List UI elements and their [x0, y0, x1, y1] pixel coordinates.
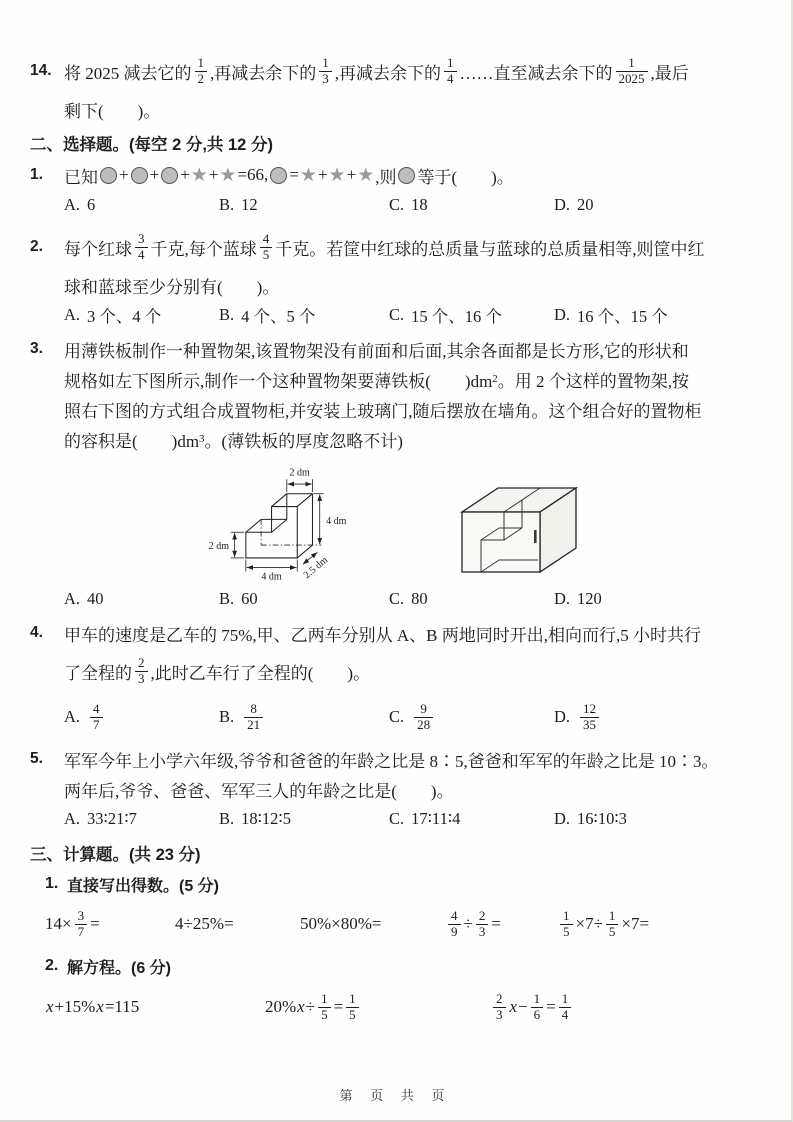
choice-q3-number: 3. — [30, 340, 43, 357]
text-run: = — [546, 997, 556, 1016]
choice-q3-line3: 照右下图的方式组合成置物柜,并安装上玻璃门,随后摆放在墙角。这个组合好的置物柜 — [64, 401, 702, 421]
choice-q2-line2: 球和蓝球至少分别有( )。 — [64, 277, 280, 297]
text-run: = — [90, 914, 100, 933]
dim-label-bottom: 4 dm — [261, 571, 282, 582]
fraction: $\frac{1}{4}$ — [559, 992, 572, 1023]
text-run: =66, — [237, 165, 269, 184]
option-b: B. 18∶12∶5 — [219, 809, 291, 828]
expression-1 — [45, 909, 175, 940]
fraction: $\frac{9}{28}$ — [414, 702, 433, 733]
choice-q3-line2: 规格如左下图所示,制作一个这种置物架要薄铁板( )dm 2 。用 2 个这样的置物架,按 — [64, 364, 753, 394]
option-c: C. 80 — [389, 589, 428, 608]
equation-3 — [490, 992, 753, 1023]
text-run: =115 — [104, 997, 140, 1016]
option-b: B. 4 个、5 个 — [219, 305, 316, 326]
fraction: $\frac{1}{5}$ — [318, 992, 331, 1023]
choice-q4-number: 4. — [30, 624, 43, 641]
choice-q1-stem — [64, 160, 753, 190]
text-run: 4÷25%= — [175, 914, 234, 933]
text-run: 每个红球 — [64, 239, 132, 259]
choice-q3-line4: 的容积是( )dm 3 。(薄铁板的厚度忽略不计) — [64, 424, 753, 454]
fraction: $\frac{1}{3}$ — [319, 56, 332, 87]
calc-part1-expressions — [30, 898, 753, 950]
choice-q1-options — [64, 190, 753, 220]
math-variable: x — [46, 997, 54, 1016]
text-run: + — [208, 165, 219, 184]
text-run: 20% — [265, 997, 297, 1016]
option-a: A. 33∶21∶7 — [64, 809, 137, 828]
calc-part2-number: 2. — [45, 957, 59, 974]
text-run: 等于( )。 — [417, 167, 514, 187]
option-a: A. 40 — [64, 589, 104, 608]
text-run: − — [518, 997, 528, 1016]
option-a: A. $\frac{4}{7}$ — [64, 702, 219, 733]
fraction: $\frac{1}{5}$ — [560, 909, 573, 940]
expression-4 — [445, 909, 557, 940]
fraction: $\frac{1}{5}$ — [606, 909, 619, 940]
page-footer: 第 页 共 页 — [339, 1088, 452, 1103]
section-choice-heading: 二、选择题。(每空 2 分,共 12 分) — [30, 136, 273, 154]
text-run: ……直至减去余下的 — [459, 63, 613, 83]
circle-icon — [270, 167, 287, 184]
text-run: = — [289, 165, 299, 184]
dim-label-depth: 2.5 dm — [301, 554, 331, 582]
text-run: + — [346, 165, 357, 184]
choice-q1-number: 1. — [30, 166, 43, 183]
option-d: D. $\frac{12}{35}$ — [554, 702, 753, 733]
option-b: B. $\frac{8}{21}$ — [219, 702, 389, 733]
choice-q4-line1: 甲车的速度是乙车的 75%,甲、乙两车分别从 A、B 两地同时开出,相向而行,5 小时共行 — [64, 625, 702, 645]
text-run: 的容积是( )dm — [64, 431, 200, 451]
text-run: ,最后 — [650, 63, 689, 83]
choice-q2-number: 2. — [30, 238, 43, 255]
text-run: = — [333, 997, 344, 1016]
text-run: = — [491, 914, 501, 933]
text-run: 。(薄铁板的厚度忽略不计) — [204, 431, 403, 451]
text-run: + — [119, 165, 129, 184]
text-run: 了全程的 — [64, 663, 132, 683]
calc-part2-equations — [30, 980, 753, 1034]
choice-q2-line1 — [64, 224, 753, 270]
expression-2 — [175, 914, 300, 934]
equation-2 — [265, 992, 490, 1023]
fraction: $\frac{3}{7}$ — [75, 909, 88, 940]
text-run: + — [149, 165, 160, 184]
choice-q3-options — [64, 584, 753, 614]
option-d: D. 16∶10∶3 — [554, 809, 627, 828]
cabinet-door-handle — [534, 530, 537, 543]
expression-3 — [300, 914, 445, 934]
equation-1 — [45, 997, 265, 1017]
fraction: $\frac{12}{35}$ — [580, 702, 599, 733]
option-c: C. $\frac{9}{28}$ — [389, 702, 554, 733]
choice-q2-options — [64, 300, 753, 330]
calc-part1-number: 1. — [45, 875, 59, 892]
dim-label-right: 4 dm — [326, 516, 347, 528]
fraction: $\frac{4}{5}$ — [260, 232, 273, 263]
choice-q4-options — [64, 694, 753, 740]
text-run: 50%×80%= — [300, 914, 382, 933]
cabinet-diagram — [450, 478, 600, 582]
text-run: +15% — [54, 997, 96, 1016]
fraction: $\frac{3}{4}$ — [135, 232, 148, 263]
choice-q5-number: 5. — [30, 750, 43, 767]
text-run: 规格如左下图所示,制作一个这种置物架要薄铁板( )dm — [64, 371, 493, 391]
fraction: $\frac{2}{3}$ — [493, 992, 506, 1023]
choice-q5-line1: 军军今年上小学六年级,爷爷和爸爸的年龄之比是 8∶5,爸爸和军军的年龄之比是 10∶3。 — [64, 751, 719, 771]
dim-label-top: 2 dm — [289, 467, 310, 479]
shelf-unit-diagram — [180, 460, 392, 582]
text-run: ,则 — [375, 167, 397, 187]
star-icon: ★ — [357, 164, 375, 186]
text-run: + — [317, 165, 328, 184]
choice-question-1 — [30, 160, 753, 220]
section-calc-heading: 三、计算题。(共 23 分) — [30, 846, 201, 864]
text-run: ÷ — [463, 914, 473, 933]
circle-icon — [100, 167, 117, 184]
math-variable: x — [509, 997, 518, 1016]
choice-q5-line2: 两年后,爷爷、爸爸、军军三人的年龄之比是( )。 — [64, 781, 454, 801]
star-icon: ★ — [219, 164, 237, 186]
text-run: ,此时乙车行了全程的( )。 — [150, 663, 371, 683]
calc-part1-label — [30, 870, 753, 898]
expression-5 — [557, 909, 753, 940]
math-variable: x — [96, 997, 104, 1016]
text-run: ×7÷ — [575, 914, 603, 933]
text-run: 14× — [45, 914, 72, 933]
fraction: $\frac{1}{2025}$ — [616, 56, 648, 87]
text-run: 已知 — [64, 167, 98, 187]
fraction: $\frac{8}{21}$ — [244, 702, 263, 733]
choice-q5-options — [64, 804, 753, 834]
calc-part2-label — [30, 952, 753, 980]
calc-part2-title: 解方程。(6 分) — [67, 959, 172, 977]
choice-q3-options-row — [30, 584, 753, 614]
star-icon: ★ — [328, 164, 346, 186]
question-14-number: 14. — [30, 62, 52, 79]
question-14-line1 — [64, 48, 753, 94]
option-b: B. 12 — [219, 195, 258, 214]
choice-question-5 — [30, 744, 753, 834]
question-14-line2: 剩下( )。 — [64, 101, 161, 121]
text-run: ,再减去余下的 — [210, 63, 317, 83]
text-run: + — [180, 165, 190, 184]
q3-diagram-row — [180, 460, 753, 582]
fraction: $\frac{1}{2}$ — [195, 56, 208, 87]
text-run: 将 2025 减去它的 — [64, 63, 192, 83]
choice-q3-line1: 用薄铁板制作一种置物架,该置物架没有前面和后面,其余各面都是长方形,它的形状和 — [64, 341, 689, 361]
circle-icon — [131, 167, 148, 184]
choice-question-4 — [30, 618, 753, 740]
option-d: D. 16 个、15 个 — [554, 305, 668, 326]
star-icon: ★ — [190, 164, 208, 186]
option-a: A. 6 — [64, 195, 96, 214]
fraction: $\frac{1}{4}$ — [444, 56, 457, 87]
text-run: ×7= — [621, 914, 650, 933]
math-variable: x — [297, 997, 305, 1016]
choice-q4-line2 — [64, 648, 753, 694]
fraction: $\frac{4}{7}$ — [90, 702, 103, 733]
text-run: 千克,每个蓝球 — [150, 239, 257, 259]
calc-part1-title: 直接写出得数。(5 分) — [67, 877, 220, 895]
fraction: $\frac{1}{5}$ — [346, 992, 359, 1023]
text-run: 。用 2 个这样的置物架,按 — [497, 371, 690, 391]
option-d: D. 120 — [554, 589, 602, 608]
text-run: 千克。若筐中红球的总质量与蓝球的总质量相等,则筐中红 — [275, 239, 705, 259]
star-icon: ★ — [299, 164, 317, 186]
choice-question-2 — [30, 224, 753, 330]
option-d: D. 20 — [554, 195, 594, 214]
fraction: $\frac{4}{9}$ — [448, 909, 461, 940]
choice-question-3 — [30, 334, 753, 454]
fraction: $\frac{2}{3}$ — [476, 909, 489, 940]
option-a: A. 3 个、4 个 — [64, 305, 162, 326]
option-c: C. 15 个、16 个 — [389, 305, 502, 326]
text-run: ÷ — [305, 997, 316, 1016]
fraction: $\frac{1}{6}$ — [531, 992, 544, 1023]
option-b: B. 60 — [219, 589, 258, 608]
circle-icon — [161, 167, 178, 184]
dim-label-left: 2 dm — [208, 541, 230, 553]
question-14 — [30, 48, 753, 124]
fraction: $\frac{2}{3}$ — [135, 656, 148, 687]
option-c: C. 17∶11∶4 — [389, 809, 461, 828]
text-run: ,再减去余下的 — [334, 63, 441, 83]
circle-icon — [398, 167, 415, 184]
option-c: C. 18 — [389, 195, 428, 214]
